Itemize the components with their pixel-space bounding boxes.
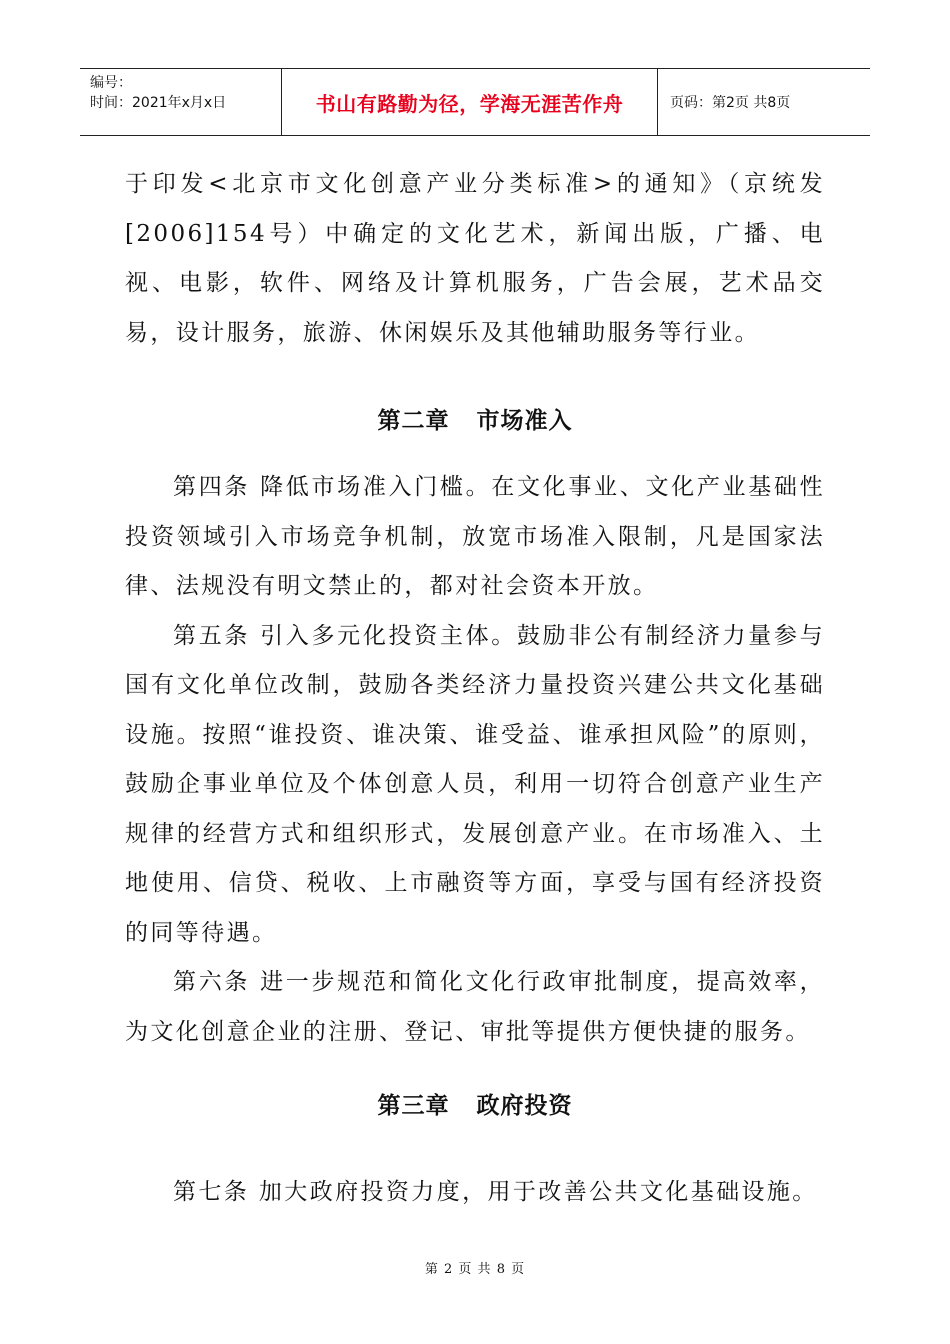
article-7: 第七条 加大政府投资力度，用于改善公共文化基础设施。 bbox=[173, 1179, 818, 1205]
header-meta bbox=[80, 69, 282, 135]
article-4: 第四条 降低市场准入门槛。在文化事业、文化产业基础性投资领域引入市场竞争机制，放宽市场准入限制，凡是国家法律、法规没有明文禁止的，都对社会资本开放。 bbox=[125, 474, 825, 599]
chapter-2-title: 第二章 市场准入 bbox=[377, 408, 573, 434]
article-6: 第六条 进一步规范和简化文化行政审批制度，提高效率，为文化创意企业的注册、登记、审批等提供方便快捷的服务。 bbox=[125, 969, 825, 1045]
document-header bbox=[80, 68, 870, 136]
chapter-3-title: 第三章 政府投资 bbox=[377, 1093, 573, 1119]
document-time-label: 时间：2021年x月x日 bbox=[90, 95, 227, 111]
article-5: 第五条 引入多元化投资主体。鼓励非公有制经济力量参与国有文化单位改制，鼓励各类经济力量投资兴建公共文化基础设施。按照“谁投资、谁决策、谁受益、谁承担风险”的原则，鼓励企事业单位及个体创意人员，利用一切符合创意产业生产规律的经营方式和组织形式，发展创意产业。在市场准入、土地使用、信贷、税收、上市融资等方面，享受与国有经济投资的同等待遇。 bbox=[125, 622, 825, 946]
paragraph-intro: 于印发<北京市文化创意产业分类标准>的通知》（京统发[2006]154号）中确定的文化艺术，新闻出版，广播、电视、电影，软件、网络及计算机服务，广告会展，艺术品交易，设计服务，旅游、休闲娱乐及其他辅助服务等行业。 bbox=[125, 171, 825, 346]
document-number-label: 编号： bbox=[90, 75, 132, 91]
document-body bbox=[125, 160, 825, 1218]
header-motto: 书山有路勤为径，学海无涯苦作舟 bbox=[282, 69, 658, 135]
header-page-info: 页码：第2页 共8页 bbox=[670, 95, 791, 111]
page-footer: 第 2 页 共 8 页 bbox=[424, 1262, 526, 1277]
